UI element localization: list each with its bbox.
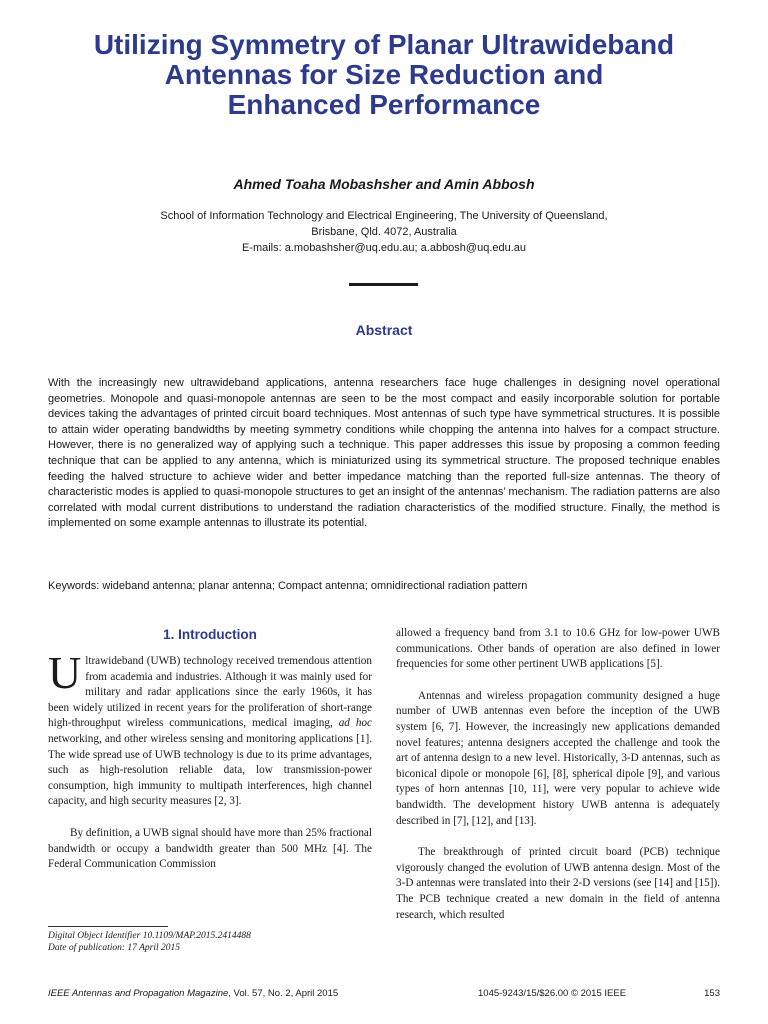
journal-issue: , Vol. 57, No. 2, April 2015 <box>228 988 339 999</box>
footnote <box>48 930 251 954</box>
right-paragraph-2: Antennas and wireless propagation community designed a huge number of UWB antennas even before the inception of the UWB system [6, 7]. However, the increasingly new applications demanded novel features; antenna designers accepted the challenge and took the art of antenna design to a new level. Historically, 3-D antennas, such as biconical dipole or monopole [6], [8], spherical dipole [9], and various types of horn antennas [10, 11], were very popular to achieve wide bandwidth. The development history UWB antenna is adequately described in [7], [12], and [13]. <box>396 689 720 827</box>
right-paragraph-3: The breakthrough of printed circuit board (PCB) technique vigorously changed the evolution of UWB antenna design. Most of the 3-D antennas were translated into their 2-D versions (see [14] and [15]). The PCB technique created a new domain in the field of antenna research, which resulted <box>396 846 720 921</box>
doi-line: Digital Object Identifier 10.1109/MAP.2015.2414488 <box>48 931 251 941</box>
affiliation <box>60 208 708 256</box>
title-line: Utilizing Symmetry of Planar Ultrawideband <box>93 29 675 60</box>
right-paragraph-1: allowed a frequency band from 3.1 to 10.6 GHz for low-power UWB communications. Other bands of operation are also defined in lower frequencies for some other pertinent UWB applications [5]. <box>396 627 720 671</box>
footnote-rule <box>48 926 168 927</box>
affiliation-line: Brisbane, Qld. 4072, Australia <box>311 226 457 238</box>
intro-paragraph-1 <box>48 647 372 810</box>
title-line: Antennas for Size Reduction and <box>164 59 604 90</box>
intro-text-a: ltrawideband (UWB) technology received tremendous attention from academia and industries. Although it was mainly used for military and radar applications since the early 1960s, it has been widely utilized in recent years for the proliferation of short-range high-throughput wireless communications, medical imaging, <box>48 655 372 730</box>
publication-date: Date of publication: 17 April 2015 <box>48 943 181 953</box>
left-column <box>48 626 372 889</box>
affiliation-emails: E-mails: a.mobashsher@uq.edu.au; a.abbosh@uq.edu.au <box>241 242 527 254</box>
author-list: Ahmed Toaha Mobashsher and Amin Abbosh <box>233 176 535 192</box>
keywords: Keywords: wideband antenna; planar antenna; Compact antenna; omnidirectional radiation pattern <box>48 580 528 592</box>
copyright-code: 1045-9243/15/$26.00 © 2015 IEEE <box>478 988 627 999</box>
abstract-heading: Abstract <box>355 322 413 338</box>
section-heading-introduction: 1. Introduction <box>163 627 257 642</box>
page-number: 153 <box>704 988 720 999</box>
journal-name: IEEE Antennas and Propagation Magazine <box>48 988 229 999</box>
paper-title <box>40 30 728 120</box>
intro-paragraph-2: By definition, a UWB signal should have more than 25% fractional bandwidth or occupy a bandwidth greater than 500 MHz [4]. The Federal Communication Commission <box>48 826 372 871</box>
intro-text-b: networking, and other wireless sensing and monitoring applications [1]. The wide spread use of UWB technology is due to its prime advantages, such as high-resolution reliable data, low transmission-power consumption, high immunity to multipath interferences, high channel capacity, and high security measures [2, 3]. <box>48 732 372 808</box>
journal-citation <box>48 988 338 999</box>
abstract-text: With the increasingly new ultrawideband applications, antenna researchers face huge challenges in designing novel operational geometries. Monopole and quasi-monopole antennas are seen to be the most compact and easily incorporable solution for portable devices taking the advantages of printed circuit board techniques. Most antennas of such type have symmetrical structures. It is possible to attain wider operating bandwidths by meeting symmetry conditions while chopping the antenna into halves for a compact structure. However, there is no generalized way of applying such a technique. This paper addresses this issue by proposing a common feeding technique that can be applied to any antenna, which is miniaturized using its symmetrical structure. The proposed technique enables feeding the halved structure to achieve wider and better impedance matching than the reported full-size antennas. The theory of characteristic modes is applied to quasi-monopole structures to get an insight of the antennas’ mechanism. The radiation patterns are also correlated with modal current distributions to understand the radiation characteristics of the modified structure. Finally, the method is implemented on some example antennas to illustrate its potential. <box>48 377 720 530</box>
intro-text-italic: ad hoc <box>338 717 372 730</box>
title-line: Enhanced Performance <box>227 89 541 120</box>
affiliation-line: School of Information Technology and Electrical Engineering, The University of Queensland, <box>160 210 608 222</box>
separator-rule <box>349 283 418 286</box>
right-column <box>396 626 720 939</box>
drop-cap: U <box>48 647 82 698</box>
